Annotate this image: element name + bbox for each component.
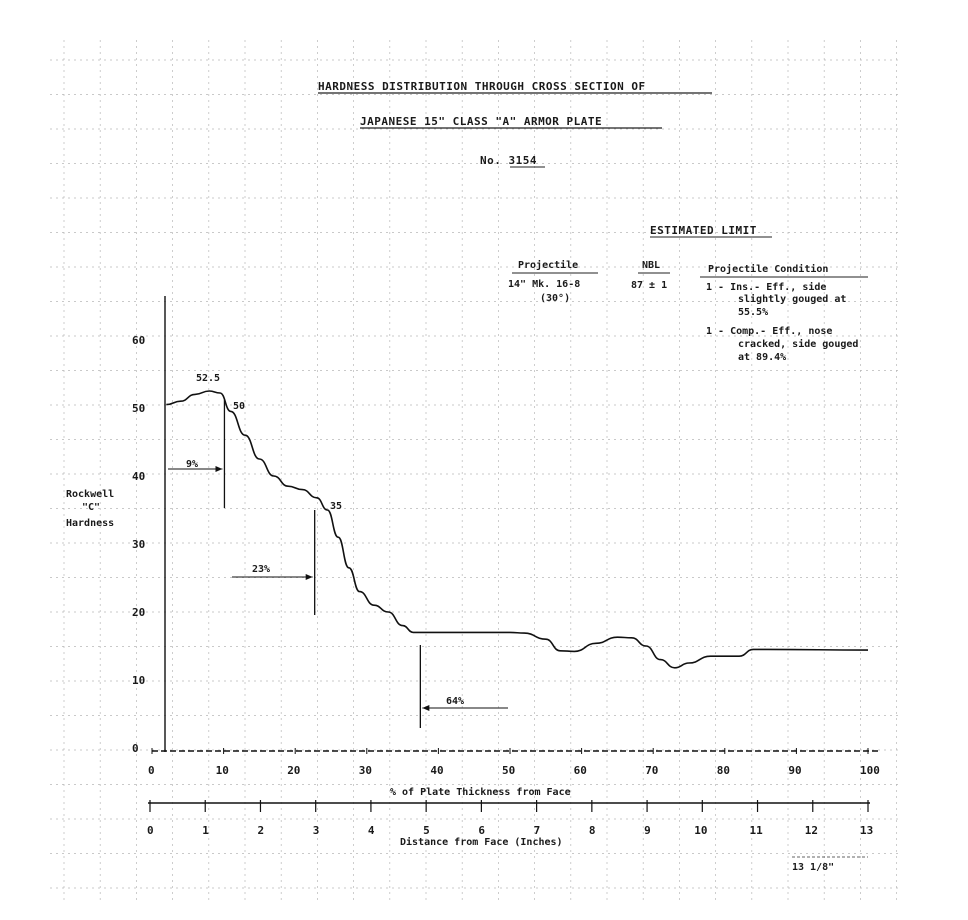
chart-annotations	[66, 373, 868, 873]
limit-nbl-value: 87 ± 1	[631, 280, 668, 291]
x2-tick-label: 12	[804, 824, 819, 837]
y-tick-label: 30	[132, 538, 146, 551]
plate-number: No. 3154	[480, 154, 537, 167]
x-tick-label: 30	[358, 764, 373, 777]
x2-axis-label: Distance from Face (Inches)	[400, 837, 563, 848]
y-axis-label-line3: Hardness	[66, 518, 115, 529]
x2-tick-label: 2	[257, 824, 265, 837]
x2-tick-label: 13	[860, 824, 874, 837]
x-tick-label: 100	[860, 764, 880, 777]
x2-tick-label: 1	[202, 824, 209, 837]
x-tick-label: 10	[215, 764, 229, 777]
x2-tick-label: 6	[478, 824, 486, 837]
x2-tick-label: 8	[588, 824, 596, 837]
y-tick-label: 40	[132, 470, 146, 483]
chart-title-line2: JAPANESE 15" CLASS "A" ARMOR PLATE	[360, 115, 603, 128]
y-tick-label: 60	[132, 334, 146, 347]
pct-9-label: 9%	[186, 459, 199, 470]
y-tick-label: 0	[132, 742, 139, 755]
x2-tick-label: 3	[312, 824, 320, 837]
limit-projectile-line1: 14" Mk. 16-8	[508, 279, 581, 290]
x-tick-label: 40	[430, 764, 444, 777]
limit-condition-1-line3: 55.5%	[738, 307, 769, 318]
peak-value-label: 52.5	[196, 373, 221, 384]
x-tick-label: 90	[788, 764, 802, 777]
limit-heading: ESTIMATED LIMIT	[650, 224, 757, 237]
limit-condition-2-line3: at 89.4%	[738, 352, 787, 363]
chart-title-line1: HARDNESS DISTRIBUTION THROUGH CROSS SECTION OF	[318, 80, 646, 93]
hardness-curve	[166, 391, 868, 668]
x-axis-label: % of Plate Thickness from Face	[390, 787, 571, 798]
y-axis-label-line1: Rockwell	[66, 489, 115, 500]
estimated-limit-table	[508, 224, 868, 363]
x2-tick-label: 7	[533, 824, 541, 837]
x2-tick-label: 10	[694, 824, 708, 837]
limit-col-condition: Projectile Condition	[708, 264, 829, 275]
chart-axes	[132, 296, 880, 837]
x2-tick-label: 5	[423, 824, 430, 837]
x-tick-label: 50	[502, 764, 516, 777]
x-tick-label: 80	[716, 764, 731, 777]
hardness-35-label: 35	[330, 501, 343, 512]
x-tick-label: 60	[573, 764, 587, 777]
x2-tick-label: 11	[749, 824, 763, 837]
x-tick-label: 20	[287, 764, 301, 777]
x2-tick-label: 9	[644, 824, 651, 837]
x-tick-label: 70	[645, 764, 659, 777]
chart-series	[166, 391, 868, 728]
hardness-50-label: 50	[233, 401, 246, 412]
limit-condition-1-line1: 1 - Ins.- Eff., side	[706, 282, 827, 293]
limit-col-projectile: Projectile	[518, 260, 579, 271]
y-tick-label: 50	[132, 402, 146, 415]
limit-condition-2-line1: 1 - Comp.- Eff., nose	[706, 326, 833, 337]
limit-projectile-line2: (30°)	[540, 293, 571, 304]
pct-23-label: 23%	[252, 564, 271, 575]
x2-tick-label: 0	[147, 824, 154, 837]
y-tick-label: 10	[132, 674, 146, 687]
x2-tick-label: 4	[367, 824, 375, 837]
y-tick-label: 20	[132, 606, 146, 619]
limit-condition-2-line2: cracked, side gouged	[738, 339, 859, 350]
chart-title-block	[318, 80, 712, 167]
x-tick-label: 0	[148, 764, 155, 777]
thickness-note: 13 1/8"	[792, 862, 835, 873]
pct-64-label: 64%	[446, 696, 465, 707]
y-axis-label-line2: "C"	[82, 502, 101, 513]
limit-col-nbl: NBL	[642, 260, 661, 271]
graph-paper-grid	[50, 40, 900, 900]
limit-condition-1-line2: slightly gouged at	[738, 294, 847, 305]
